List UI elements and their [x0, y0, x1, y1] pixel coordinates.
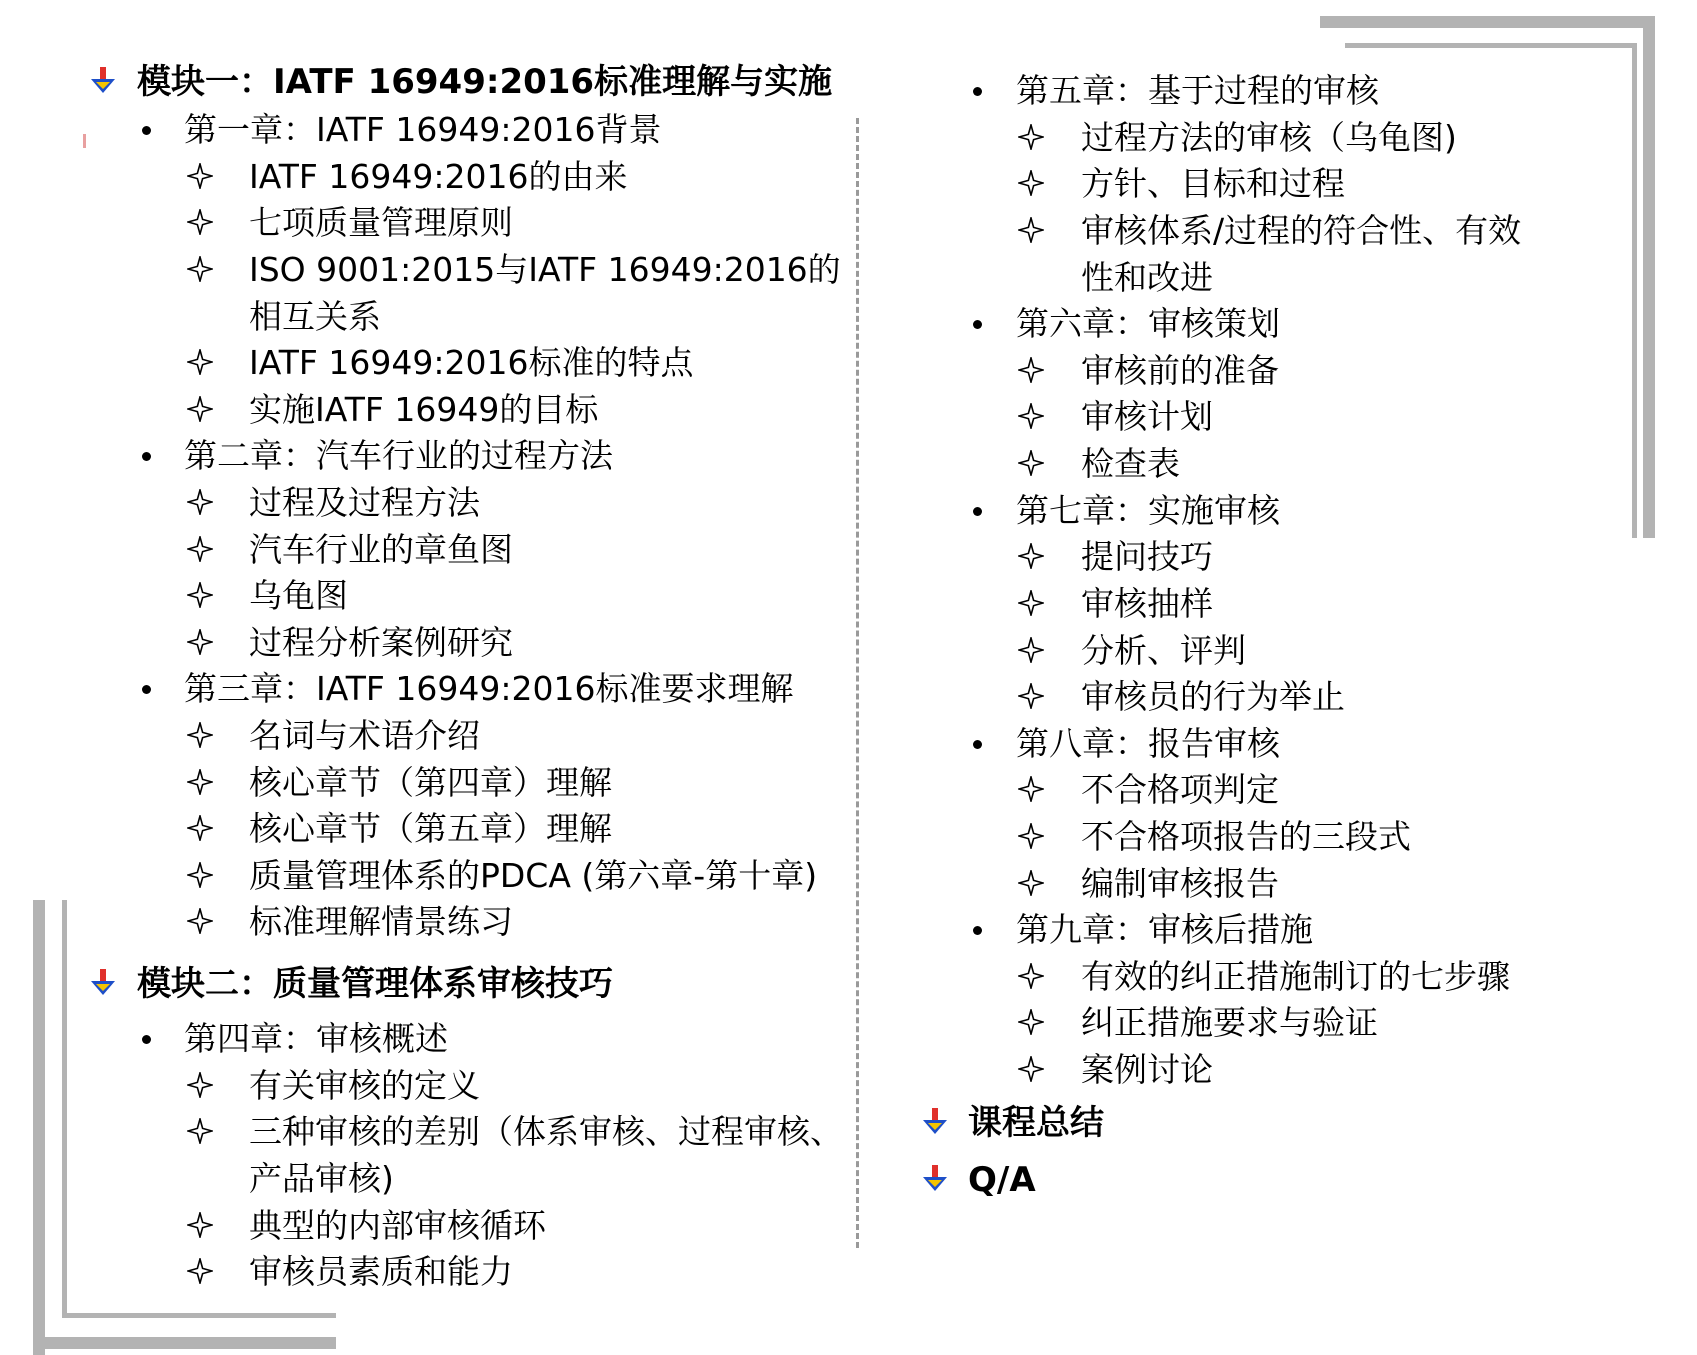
- item-text: 过程分析案例研究: [249, 623, 513, 662]
- four-point-star-icon: [1018, 590, 1044, 616]
- module-title: 模块二：质量管理体系审核技巧: [137, 964, 613, 1004]
- summary-title: 课程总结: [968, 1103, 1104, 1143]
- corner-frame-bottom-left: [33, 900, 45, 1355]
- item-text: ISO 9001:2015与IATF 16949:2016的: [249, 250, 841, 289]
- bullet-icon: [142, 1035, 151, 1044]
- chapter-title: 第二章：汽车行业的过程方法: [184, 436, 613, 475]
- four-point-star-icon: [187, 256, 213, 282]
- four-point-star-icon: [1018, 870, 1044, 896]
- module-title: 模块一：IATF 16949:2016标准理解与实施: [137, 62, 833, 102]
- item-text: 审核体系/过程的符合性、有效: [1081, 211, 1522, 250]
- chapter-title: 第八章：报告审核: [1016, 724, 1280, 763]
- item-text: 标准理解情景练习: [249, 902, 513, 941]
- chapter-title: 第五章：基于过程的审核: [1016, 71, 1379, 110]
- chapter-title: 第七章：实施审核: [1016, 491, 1280, 530]
- four-point-star-icon: [187, 349, 213, 375]
- four-point-star-icon: [187, 209, 213, 235]
- four-point-star-icon: [187, 908, 213, 934]
- item-text: 不合格项判定: [1081, 770, 1279, 809]
- item-text: 相互关系: [249, 297, 381, 336]
- item-text: 检查表: [1081, 444, 1180, 483]
- four-point-star-icon: [187, 769, 213, 795]
- four-point-star-icon: [187, 489, 213, 515]
- corner-frame-top-right: [1643, 16, 1655, 538]
- corner-frame-top-right: [1320, 16, 1655, 28]
- item-text: IATF 16949:2016标准的特点: [249, 343, 694, 382]
- arrow-down-icon: [922, 1165, 948, 1193]
- arrow-down-icon: [90, 67, 116, 95]
- item-text: 编制审核报告: [1081, 864, 1279, 903]
- chapter-title: 第一章：IATF 16949:2016背景: [184, 110, 662, 149]
- four-point-star-icon: [187, 1072, 213, 1098]
- item-text: 乌龟图: [249, 576, 348, 615]
- corner-frame-bottom-left: [62, 1313, 336, 1318]
- four-point-star-icon: [1018, 217, 1044, 243]
- four-point-star-icon: [1018, 403, 1044, 429]
- four-point-star-icon: [1018, 637, 1044, 663]
- four-point-star-icon: [1018, 683, 1044, 709]
- item-text: 方针、目标和过程: [1081, 164, 1345, 203]
- item-text: 审核员素质和能力: [249, 1252, 513, 1291]
- item-text: 审核计划: [1081, 397, 1213, 436]
- item-text: 审核抽样: [1081, 584, 1213, 623]
- item-text: 有关审核的定义: [249, 1066, 480, 1105]
- item-text: 有效的纠正措施制订的七步骤: [1081, 957, 1510, 996]
- four-point-star-icon: [187, 722, 213, 748]
- corner-frame-top-right: [1632, 43, 1637, 538]
- item-text: 审核前的准备: [1081, 351, 1279, 390]
- item-text: 核心章节（第四章）理解: [249, 763, 612, 802]
- chapter-title: 第三章：IATF 16949:2016标准要求理解: [184, 669, 794, 708]
- corner-frame-bottom-left: [62, 900, 67, 1317]
- four-point-star-icon: [1018, 543, 1044, 569]
- bullet-icon: [973, 926, 982, 935]
- qa-title: Q/A: [968, 1160, 1036, 1200]
- bullet-icon: [142, 685, 151, 694]
- item-text: 名词与术语介绍: [249, 716, 480, 755]
- four-point-star-icon: [1018, 124, 1044, 150]
- four-point-star-icon: [187, 536, 213, 562]
- item-text: 三种审核的差别（体系审核、过程审核、: [249, 1112, 843, 1151]
- four-point-star-icon: [187, 1212, 213, 1238]
- four-point-star-icon: [1018, 1056, 1044, 1082]
- item-text: 产品审核): [249, 1159, 394, 1198]
- corner-frame-bottom-left: [33, 1337, 336, 1349]
- bullet-icon: [973, 87, 982, 96]
- item-text: 提问技巧: [1081, 537, 1213, 576]
- four-point-star-icon: [1018, 1009, 1044, 1035]
- bullet-icon: [973, 320, 982, 329]
- four-point-star-icon: [187, 396, 213, 422]
- item-text: IATF 16949:2016的由来: [249, 157, 628, 196]
- corner-frame-top-right: [1345, 43, 1637, 48]
- four-point-star-icon: [1018, 823, 1044, 849]
- four-point-star-icon: [187, 163, 213, 189]
- four-point-star-icon: [1018, 170, 1044, 196]
- column-divider: [856, 118, 859, 1248]
- bullet-icon: [142, 452, 151, 461]
- stray-mark: [83, 134, 86, 148]
- item-text: 过程方法的审核（乌龟图): [1081, 118, 1457, 157]
- bullet-icon: [142, 126, 151, 135]
- four-point-star-icon: [1018, 963, 1044, 989]
- chapter-title: 第四章：审核概述: [184, 1019, 448, 1058]
- four-point-star-icon: [187, 1258, 213, 1284]
- chapter-title: 第六章：审核策划: [1016, 304, 1280, 343]
- item-text: 不合格项报告的三段式: [1081, 817, 1411, 856]
- four-point-star-icon: [1018, 450, 1044, 476]
- four-point-star-icon: [1018, 357, 1044, 383]
- four-point-star-icon: [187, 629, 213, 655]
- item-text: 性和改进: [1081, 258, 1213, 297]
- item-text: 七项质量管理原则: [249, 203, 513, 242]
- four-point-star-icon: [1018, 776, 1044, 802]
- item-text: 过程及过程方法: [249, 483, 480, 522]
- arrow-down-icon: [922, 1108, 948, 1136]
- bullet-icon: [973, 740, 982, 749]
- item-text: 分析、评判: [1081, 631, 1246, 670]
- item-text: 审核员的行为举止: [1081, 677, 1345, 716]
- arrow-down-icon: [90, 969, 116, 997]
- item-text: 典型的内部审核循环: [249, 1206, 546, 1245]
- chapter-title: 第九章：审核后措施: [1016, 910, 1313, 949]
- four-point-star-icon: [187, 1118, 213, 1144]
- four-point-star-icon: [187, 815, 213, 841]
- item-text: 质量管理体系的PDCA (第六章-第十章): [249, 856, 818, 895]
- item-text: 纠正措施要求与验证: [1081, 1003, 1378, 1042]
- bullet-icon: [973, 507, 982, 516]
- four-point-star-icon: [187, 862, 213, 888]
- item-text: 实施IATF 16949的目标: [249, 390, 599, 429]
- item-text: 案例讨论: [1081, 1050, 1213, 1089]
- four-point-star-icon: [187, 582, 213, 608]
- item-text: 核心章节（第五章）理解: [249, 809, 612, 848]
- item-text: 汽车行业的章鱼图: [249, 530, 513, 569]
